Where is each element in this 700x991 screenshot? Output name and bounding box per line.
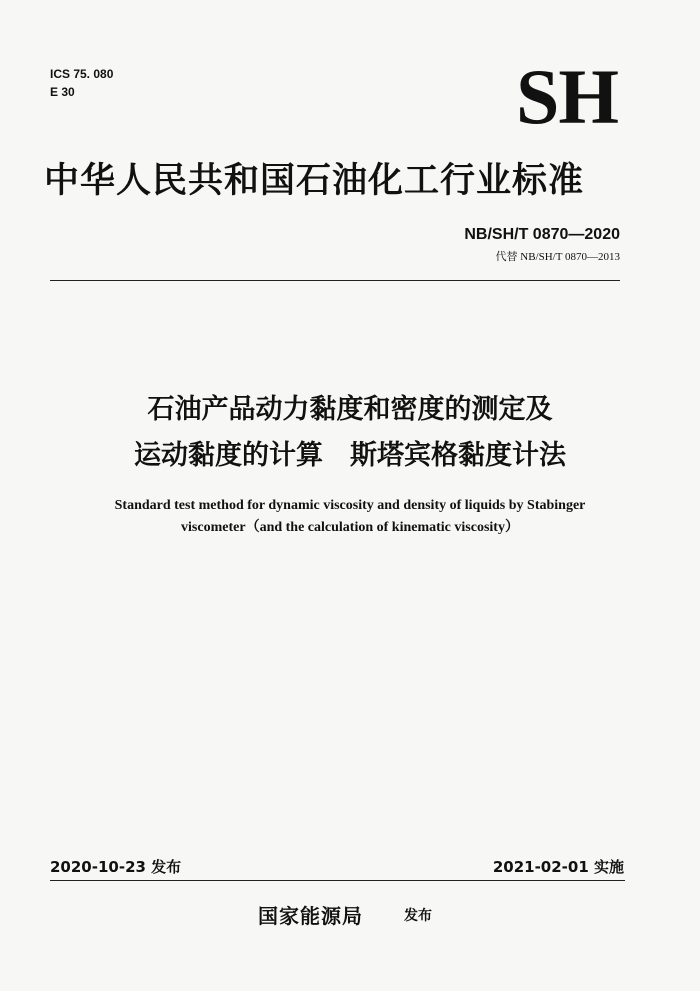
title-cn-line-2: 运动黏度的计算 斯塔宾格黏度计法 (134, 440, 566, 471)
implement-date: 2021-02-01 实施 (492, 858, 624, 876)
top-divider (50, 280, 620, 281)
title-en-line-2: viscometer（and the calculation of kinematic viscosity） (181, 520, 519, 535)
bottom-divider (50, 880, 625, 881)
standard-number: NB/SH/T 0870—2020 (464, 226, 620, 243)
title-cn-line-1: 石油产品动力黏度和密度的测定及 (147, 394, 553, 425)
classification-code: E 30 (50, 85, 75, 99)
sh-logo: SH (515, 53, 618, 140)
ics-code-block (50, 65, 113, 101)
ics-code: ICS 75. 080 (50, 67, 114, 81)
title-en-line-1: Standard test method for dynamic viscosity and density of liquids by Stabinger (114, 498, 586, 513)
publish-date: 2020-10-23 发布 (50, 858, 182, 876)
issuer-suffix: 发布 (404, 908, 432, 924)
replaces-standard: 代替 NB/SH/T 0870—2013 (495, 251, 620, 263)
standard-series-heading: 中华人民共和国石油化工行业标准 (44, 161, 585, 201)
issuer-name: 国家能源局 (258, 904, 363, 928)
